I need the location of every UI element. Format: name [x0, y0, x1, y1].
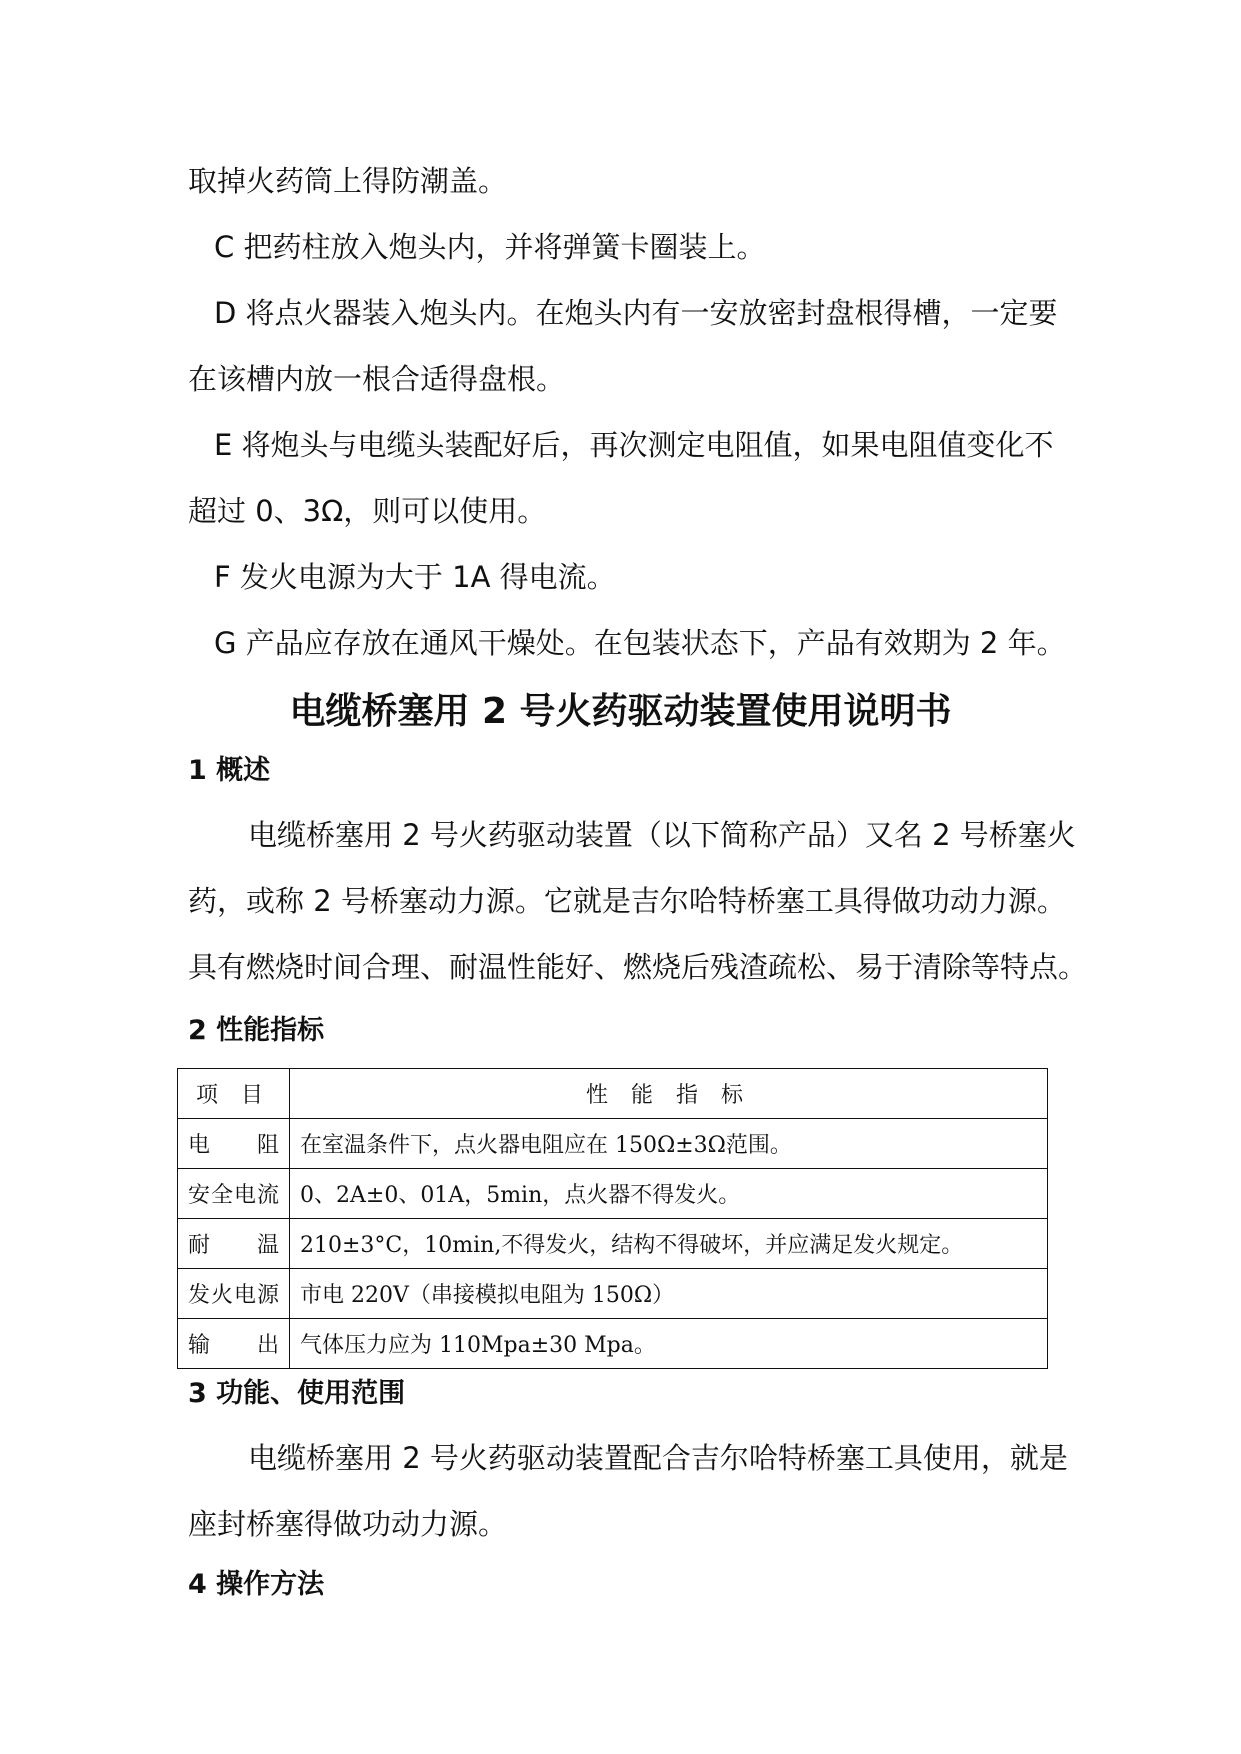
function-paragraph-line: 座封桥塞得做功动力源。 — [188, 1507, 508, 1541]
table-row — [178, 1119, 1048, 1169]
step-d-continued: 在该槽内放一根合适得盘根。 — [188, 362, 566, 396]
table-header-spec: 性 能 指 标 — [290, 1069, 1048, 1119]
step-text-line: 取掉火药筒上得防潮盖。 — [188, 164, 508, 198]
table-cell-spec: 在室温条件下，点火器电阻应在 150Ω±3Ω范围。 — [290, 1119, 1048, 1169]
section-heading-overview: 1 概述 — [188, 755, 271, 786]
document-title: 电缆桥塞用 2 号火药驱动装置使用说明书 — [289, 691, 952, 732]
table-cell-item: 发火电源 — [178, 1269, 290, 1319]
performance-table — [177, 1068, 1048, 1369]
overview-paragraph-line: 药，或称 2 号桥塞动力源。它就是吉尔哈特桥塞工具得做功动力源。 — [188, 884, 1066, 918]
overview-paragraph-line: 具有燃烧时间合理、耐温性能好、燃烧后残渣疏松、易于清除等特点。 — [188, 950, 1088, 984]
table-row — [178, 1169, 1048, 1219]
table-row — [178, 1319, 1048, 1369]
step-f: F 发火电源为大于 1A 得电流。 — [214, 560, 616, 594]
step-e-continued: 超过 0、3Ω，则可以使用。 — [188, 494, 547, 528]
table-cell-item: 安全电流 — [178, 1169, 290, 1219]
step-g: G 产品应存放在通风干燥处。在包装状态下，产品有效期为 2 年。 — [214, 626, 1066, 660]
table-cell-item: 电阻 — [178, 1119, 290, 1169]
section-heading-operation: 4 操作方法 — [188, 1569, 325, 1600]
section-heading-function: 3 功能、使用范围 — [188, 1378, 406, 1409]
step-e: E 将炮头与电缆头装配好后，再次测定电阻值，如果电阻值变化不 — [214, 428, 1054, 462]
function-paragraph-line: 电缆桥塞用 2 号火药驱动装置配合吉尔哈特桥塞工具使用，就是 — [248, 1441, 1068, 1475]
table-row — [178, 1269, 1048, 1319]
table-cell-item: 输出 — [178, 1319, 290, 1369]
table-cell-spec: 市电 220V（串接模拟电阻为 150Ω） — [290, 1269, 1048, 1319]
step-d: D 将点火器装入炮头内。在炮头内有一安放密封盘根得槽，一定要 — [214, 296, 1058, 330]
table-row — [178, 1219, 1048, 1269]
table-header-row — [178, 1069, 1048, 1119]
table-cell-spec: 气体压力应为 110Mpa±30 Mpa。 — [290, 1319, 1048, 1369]
overview-paragraph-line: 电缆桥塞用 2 号火药驱动装置（以下简称产品）又名 2 号桥塞火 — [248, 818, 1076, 852]
section-heading-performance: 2 性能指标 — [188, 1015, 325, 1046]
table-cell-spec: 0、2A±0、01A，5min，点火器不得发火。 — [290, 1169, 1048, 1219]
table-cell-spec: 210±3°C，10min,不得发火，结构不得破坏，并应满足发火规定。 — [290, 1219, 1048, 1269]
table-cell-item: 耐温 — [178, 1219, 290, 1269]
table-header-item: 项 目 — [178, 1069, 290, 1119]
step-c: C 把药柱放入炮头内，并将弹簧卡圈装上。 — [214, 230, 766, 264]
